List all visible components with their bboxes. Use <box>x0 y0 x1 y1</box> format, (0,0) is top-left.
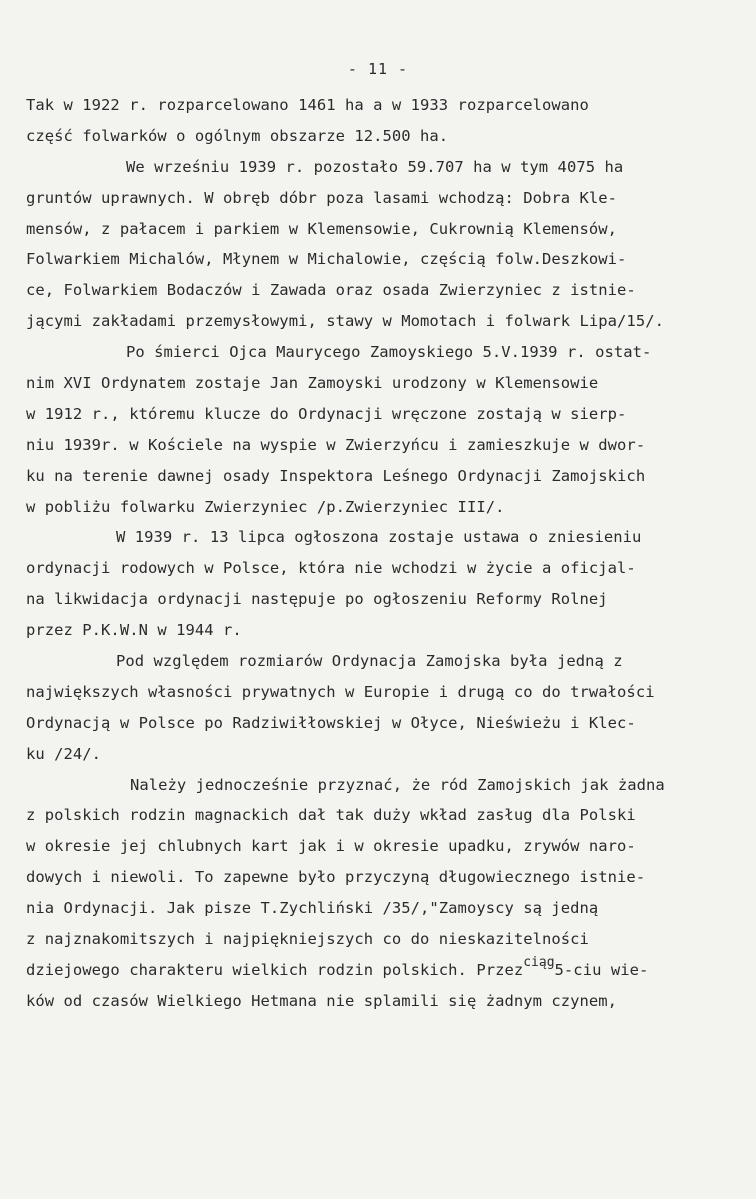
text-line: jącymi zakładami przemysłowymi, stawy w Momotach i folwark Lipa/15/. <box>26 312 664 331</box>
text-line: ku na terenie dawnej osady Inspektora Leśnego Ordynacji Zamojskich <box>26 466 646 485</box>
text-line: nim XVI Ordynatem zostaje Jan Zamoyski urodzony w Klemensowie <box>26 374 599 393</box>
text-line: Folwarkiem Michalów, Młynem w Michalowie, częścią folw.Deszkowi- <box>26 250 627 269</box>
text-line: mensów, z pałacem i parkiem w Klemensowie, Cukrownią Klemensów, <box>26 219 618 238</box>
text-segment: 5-ciu wie- <box>554 960 649 979</box>
text-line: z najznakomitszych i najpiękniejszych co do nieskazitelności <box>26 930 589 949</box>
page-number: - 11 - <box>347 60 409 78</box>
text-line: na likwidacja ordynacji następuje po ogłoszeniu Reformy Rolnej <box>26 590 608 609</box>
text-line: Pod względem rozmiarów Ordynacja Zamojska była jedną z <box>116 652 623 671</box>
text-line: Ordynacją w Polsce po Radziwiłłowskiej w Ołyce, Nieświeżu i Klec- <box>26 713 636 732</box>
text-line: ków od czasów Wielkiego Hetmana nie splamili się żadnym czynem, <box>26 991 618 1010</box>
text-line: ku /24/. <box>26 744 102 763</box>
text-line: Tak w 1922 r. rozparcelowano 1461 ha a w 1933 rozparcelowano <box>26 96 589 114</box>
text-line: W 1939 r. 13 lipca ogłoszona zostaje ustawa o zniesieniu <box>116 528 642 547</box>
text-line: niu 1939r. w Kościele na wyspie w Zwierzyńcu i zamieszkuje w dwor- <box>26 435 646 454</box>
text-line: przez P.K.W.N w 1944 r. <box>26 621 242 640</box>
text-line: ce, Folwarkiem Bodaczów i Zawada oraz osada Zwierzyniec z istnie- <box>26 281 636 300</box>
text-line: z polskich rodzin magnackich dał tak duży wkład zasług dla Polski <box>26 806 636 825</box>
superscript-insertion: ciąg <box>523 954 555 970</box>
text-segment: dziejowego charakteru wielkich rodzin polskich. Przez <box>26 960 524 979</box>
text-line: w 1912 r., któremu klucze do Ordynacji wręczone zostają w sierp- <box>26 404 627 423</box>
text-line: Po śmierci Ojca Maurycego Zamoyskiego 5.V.1939 r. ostat- <box>126 343 652 362</box>
text-line: dowych i niewoli. To zapewne było przyczyną długowiecznego istnie- <box>26 868 646 887</box>
text-line: Należy jednocześnie przyznać, że ród Zamojskich jak żadna <box>130 775 665 794</box>
text-line <box>26 955 730 986</box>
text-line: w pobliżu folwarku Zwierzyniec /p.Zwierzyniec III/. <box>26 497 505 516</box>
text-line: w okresie jej chlubnych kart jak i w okresie upadku, zrywów naro- <box>26 837 636 856</box>
text-line: nia Ordynacji. Jak pisze T.Zychliński /35/,"Zamoyscy są jedną <box>26 899 599 918</box>
text-line: ordynacji rodowych w Polsce, która nie wchodzi w życie a oficjal- <box>26 559 636 578</box>
text-line: gruntów uprawnych. W obręb dóbr poza lasami wchodzą: Dobra Kle- <box>26 188 618 207</box>
text-line: największych własności prywatnych w Europie i drugą co do trwałości <box>26 682 655 701</box>
text-line: część folwarków o ogólnym obszarze 12.500 ha. <box>26 126 449 145</box>
text-line: We wrześniu 1939 r. pozostało 59.707 ha w tym 4075 ha <box>126 157 624 176</box>
